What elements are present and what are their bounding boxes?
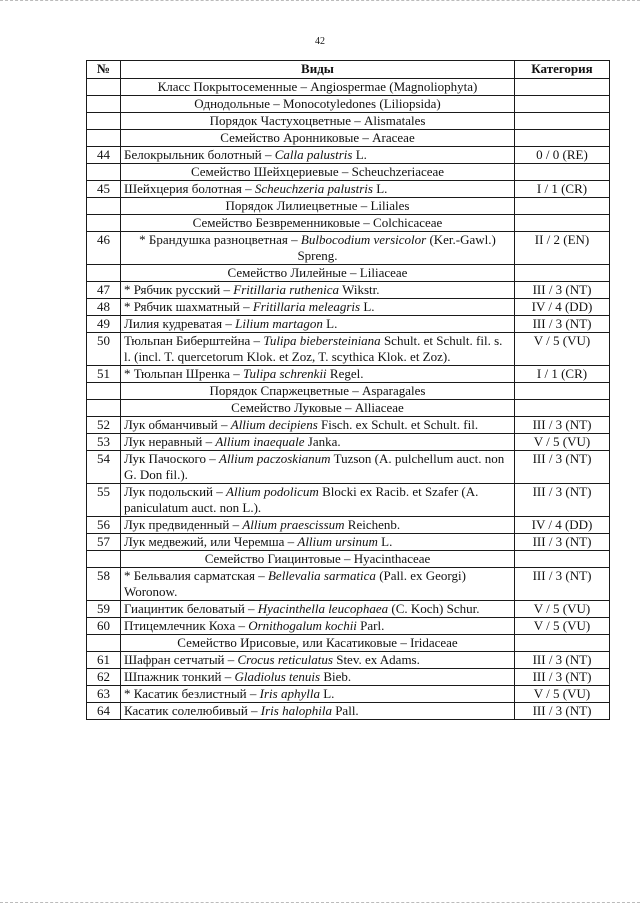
- species-number: 53: [87, 434, 121, 451]
- species-row: [87, 618, 610, 635]
- species-category: III / 3 (NT): [515, 316, 610, 333]
- species-cell: [121, 147, 515, 164]
- species-category: V / 5 (VU): [515, 686, 610, 703]
- species-authority: Blocki ex Racib. et Szafer (A. paniculatum auct. non L.).: [124, 484, 479, 515]
- species-authority: Fisch. ex Schult. et Schult. fil.: [317, 417, 479, 432]
- species-number: 57: [87, 534, 121, 551]
- taxon-number-cell: [87, 79, 121, 96]
- taxon-row: [87, 96, 610, 113]
- taxon-name: Порядок Лилиецветные – Liliales: [121, 198, 515, 215]
- species-latin-name: Allium podolicum: [226, 484, 319, 499]
- taxon-name: Однодольные – Monocotyledones (Liliopsida): [121, 96, 515, 113]
- species-category: V / 5 (VU): [515, 618, 610, 635]
- taxon-name: Семейство Луковые – Alliaceae: [121, 400, 515, 417]
- species-latin-name: Fritillaria ruthenica: [233, 282, 340, 297]
- species-category: III / 3 (NT): [515, 703, 610, 720]
- species-latin-name: Ornithogalum kochii: [248, 618, 357, 633]
- taxon-category-cell: [515, 130, 610, 147]
- species-russian-name: Птицемлечник Коха –: [124, 618, 249, 633]
- taxon-name: Порядок Спаржецветные – Asparagales: [121, 383, 515, 400]
- taxon-number-cell: [87, 164, 121, 181]
- species-number: 44: [87, 147, 121, 164]
- species-category: V / 5 (VU): [515, 333, 610, 366]
- species-russian-name: Гиацинтик беловатый –: [124, 601, 258, 616]
- species-category: III / 3 (NT): [515, 534, 610, 551]
- page-number: 42: [315, 36, 325, 47]
- species-russian-name: Лук неравный –: [124, 434, 216, 449]
- taxon-category-cell: [515, 551, 610, 568]
- species-russian-name: Тюльпан Биберштейна –: [124, 333, 264, 348]
- taxon-row: [87, 113, 610, 130]
- species-authority: L.: [360, 299, 375, 314]
- species-cell: [121, 618, 515, 635]
- species-number: 58: [87, 568, 121, 601]
- species-cell: [121, 417, 515, 434]
- species-latin-name: Iris aphylla: [259, 686, 320, 701]
- species-latin-name: Fritillaria meleagris: [252, 299, 361, 314]
- species-category: V / 5 (VU): [515, 434, 610, 451]
- species-cell: [121, 669, 515, 686]
- taxon-number-cell: [87, 551, 121, 568]
- species-cell: [121, 652, 515, 669]
- red-book-species-table: [86, 60, 610, 720]
- species-category: I / 1 (CR): [515, 181, 610, 198]
- header-number: №: [87, 61, 121, 79]
- taxon-category-cell: [515, 96, 610, 113]
- species-category: IV / 4 (DD): [515, 517, 610, 534]
- taxon-name: Семейство Ирисовые, или Касатиковые – Iridaceae: [121, 635, 515, 652]
- taxon-category-cell: [515, 400, 610, 417]
- species-authority: (Pall. ex Georgi) Woronow.: [124, 568, 466, 599]
- taxon-number-cell: [87, 635, 121, 652]
- species-russian-name: Шейхцерия болотная –: [124, 181, 255, 196]
- species-category: III / 3 (NT): [515, 417, 610, 434]
- species-russian-name: * Рябчик русский –: [124, 282, 234, 297]
- species-number: 45: [87, 181, 121, 198]
- species-category: III / 3 (NT): [515, 484, 610, 517]
- species-authority: L.: [372, 181, 388, 196]
- taxon-number-cell: [87, 215, 121, 232]
- species-latin-name: Crocus reticulatus: [237, 652, 333, 667]
- species-russian-name: Лук обманчивый –: [124, 417, 231, 432]
- header-species: Виды: [121, 61, 515, 79]
- species-authority: L.: [377, 534, 393, 549]
- taxon-row: [87, 383, 610, 400]
- species-row: [87, 484, 610, 517]
- species-russian-name: Белокрыльник болотный –: [124, 147, 275, 162]
- species-category: III / 3 (NT): [515, 568, 610, 601]
- species-authority: Reichenb.: [344, 517, 401, 532]
- taxon-name: Семейство Шейхцериевые – Scheuchzeriaceae: [121, 164, 515, 181]
- species-number: 51: [87, 366, 121, 383]
- table-header-row: [87, 61, 610, 79]
- species-category: I / 1 (CR): [515, 366, 610, 383]
- taxon-name: Класс Покрытосеменные – Angiospermae (Magnoliophyta): [121, 79, 515, 96]
- taxon-category-cell: [515, 215, 610, 232]
- species-authority: Wikstr.: [339, 282, 380, 297]
- species-row: [87, 434, 610, 451]
- species-row: [87, 669, 610, 686]
- species-cell: [121, 282, 515, 299]
- species-number: 61: [87, 652, 121, 669]
- species-russian-name: Шпажник тонкий –: [124, 669, 235, 684]
- species-row: [87, 333, 610, 366]
- species-row: [87, 417, 610, 434]
- species-russian-name: Касатик солелюбивый –: [124, 703, 261, 718]
- species-authority: Schult. et Schult. fil. s. l. (incl. T. quercetorum Klok. et Zoz, T. scythica Klok. et Zoz).: [124, 333, 503, 364]
- species-cell: [121, 686, 515, 703]
- taxon-category-cell: [515, 635, 610, 652]
- taxon-category-cell: [515, 198, 610, 215]
- species-row: [87, 686, 610, 703]
- species-russian-name: * Бельвалия сарматская –: [124, 568, 268, 583]
- species-row: [87, 601, 610, 618]
- species-latin-name: Bulbocodium versicolor: [300, 232, 427, 247]
- species-category: III / 3 (NT): [515, 282, 610, 299]
- species-cell: [121, 601, 515, 618]
- scan-bottom-edge: [0, 900, 640, 903]
- species-latin-name: Lilium martagon: [235, 316, 323, 331]
- taxon-category-cell: [515, 79, 610, 96]
- species-row: [87, 181, 610, 198]
- taxon-row: [87, 198, 610, 215]
- species-russian-name: Шафран сетчатый –: [124, 652, 238, 667]
- species-latin-name: Allium praescissum: [242, 517, 345, 532]
- species-row: [87, 451, 610, 484]
- species-cell: [121, 568, 515, 601]
- species-row: [87, 703, 610, 720]
- species-category: 0 / 0 (RE): [515, 147, 610, 164]
- species-russian-name: * Рябчик шахматный –: [124, 299, 253, 314]
- species-authority: Tuzson (A. pulchellum auct. non G. Don fil.).: [124, 451, 505, 482]
- species-cell: [121, 434, 515, 451]
- table-body: [87, 79, 610, 720]
- species-latin-name: Scheuchzeria palustris: [254, 181, 373, 196]
- species-category: III / 3 (NT): [515, 669, 610, 686]
- species-category: IV / 4 (DD): [515, 299, 610, 316]
- species-latin-name: Tulipa biebersteiniana: [263, 333, 381, 348]
- species-number: 46: [87, 232, 121, 265]
- species-category: II / 2 (EN): [515, 232, 610, 265]
- species-row: [87, 282, 610, 299]
- taxon-row: [87, 215, 610, 232]
- taxon-row: [87, 130, 610, 147]
- species-cell: [121, 534, 515, 551]
- species-authority: Pall.: [331, 703, 359, 718]
- species-latin-name: Bellevalia sarmatica: [267, 568, 376, 583]
- species-number: 56: [87, 517, 121, 534]
- species-row: [87, 517, 610, 534]
- taxon-category-cell: [515, 164, 610, 181]
- taxon-row: [87, 400, 610, 417]
- species-number: 47: [87, 282, 121, 299]
- taxon-name: Семейство Гиацинтовые – Hyacinthaceae: [121, 551, 515, 568]
- species-russian-name: Лук предвиденный –: [124, 517, 243, 532]
- species-latin-name: Allium inaequale: [215, 434, 305, 449]
- species-cell: [121, 181, 515, 198]
- species-number: 52: [87, 417, 121, 434]
- species-cell: [121, 316, 515, 333]
- taxon-row: [87, 79, 610, 96]
- species-row: [87, 147, 610, 164]
- taxon-number-cell: [87, 383, 121, 400]
- species-authority: (C. Koch) Schur.: [388, 601, 480, 616]
- species-cell: [121, 299, 515, 316]
- species-cell: [121, 517, 515, 534]
- species-category: V / 5 (VU): [515, 601, 610, 618]
- species-cell: [121, 333, 515, 366]
- species-russian-name: * Тюльпан Шренка –: [124, 366, 244, 381]
- taxon-category-cell: [515, 113, 610, 130]
- taxon-number-cell: [87, 198, 121, 215]
- species-number: 64: [87, 703, 121, 720]
- species-number: 49: [87, 316, 121, 333]
- species-row: [87, 534, 610, 551]
- taxon-category-cell: [515, 265, 610, 282]
- species-row: [87, 232, 610, 265]
- species-latin-name: Allium ursinum: [297, 534, 378, 549]
- species-cell: [121, 366, 515, 383]
- species-row: [87, 299, 610, 316]
- species-row: [87, 316, 610, 333]
- species-authority: Regel.: [326, 366, 364, 381]
- species-latin-name: Allium paczoskianum: [219, 451, 331, 466]
- species-number: 60: [87, 618, 121, 635]
- species-authority: L.: [322, 316, 338, 331]
- species-row: [87, 568, 610, 601]
- taxon-number-cell: [87, 265, 121, 282]
- taxon-number-cell: [87, 130, 121, 147]
- species-latin-name: Iris halophila: [260, 703, 332, 718]
- species-russian-name: Лук подольский –: [124, 484, 227, 499]
- taxon-number-cell: [87, 113, 121, 130]
- taxon-number-cell: [87, 96, 121, 113]
- species-authority: Parl.: [356, 618, 385, 633]
- species-russian-name: Лук Пачоского –: [124, 451, 219, 466]
- species-authority: L.: [319, 686, 335, 701]
- taxon-row: [87, 635, 610, 652]
- species-number: 59: [87, 601, 121, 618]
- taxon-number-cell: [87, 400, 121, 417]
- species-authority: (Ker.-Gawl.) Spreng.: [297, 232, 496, 263]
- species-russian-name: * Брандушка разноцветная –: [139, 232, 301, 247]
- species-cell: [121, 451, 515, 484]
- scan-top-edge: [0, 0, 640, 3]
- species-number: 62: [87, 669, 121, 686]
- species-authority: L.: [352, 147, 367, 162]
- species-authority: Janka.: [304, 434, 341, 449]
- species-russian-name: Лилия кудреватая –: [124, 316, 236, 331]
- species-category: III / 3 (NT): [515, 451, 610, 484]
- taxon-name: Порядок Частухоцветные – Alismatales: [121, 113, 515, 130]
- taxon-name: Семейство Аронниковые – Araceae: [121, 130, 515, 147]
- taxon-row: [87, 265, 610, 282]
- species-russian-name: * Касатик безлистный –: [124, 686, 260, 701]
- species-authority: Stev. ex Adams.: [332, 652, 420, 667]
- species-row: [87, 652, 610, 669]
- species-category: III / 3 (NT): [515, 652, 610, 669]
- species-cell: [121, 703, 515, 720]
- species-number: 48: [87, 299, 121, 316]
- taxon-row: [87, 164, 610, 181]
- header-category: Категория: [515, 61, 610, 79]
- species-cell: [121, 232, 515, 265]
- taxon-name: Семейство Лилейные – Liliaceae: [121, 265, 515, 282]
- taxon-name: Семейство Безвременниковые – Colchicaceae: [121, 215, 515, 232]
- species-row: [87, 366, 610, 383]
- species-number: 50: [87, 333, 121, 366]
- species-russian-name: Лук медвежий, или Черемша –: [124, 534, 298, 549]
- species-latin-name: Allium decipiens: [230, 417, 318, 432]
- species-cell: [121, 484, 515, 517]
- species-latin-name: Tulipa schrenkii: [243, 366, 327, 381]
- species-number: 54: [87, 451, 121, 484]
- species-number: 55: [87, 484, 121, 517]
- taxon-category-cell: [515, 383, 610, 400]
- taxon-row: [87, 551, 610, 568]
- species-number: 63: [87, 686, 121, 703]
- species-latin-name: Calla palustris: [274, 147, 353, 162]
- species-latin-name: Gladiolus tenuis: [234, 669, 321, 684]
- species-latin-name: Hyacinthella leucophaea: [257, 601, 389, 616]
- species-authority: Bieb.: [320, 669, 352, 684]
